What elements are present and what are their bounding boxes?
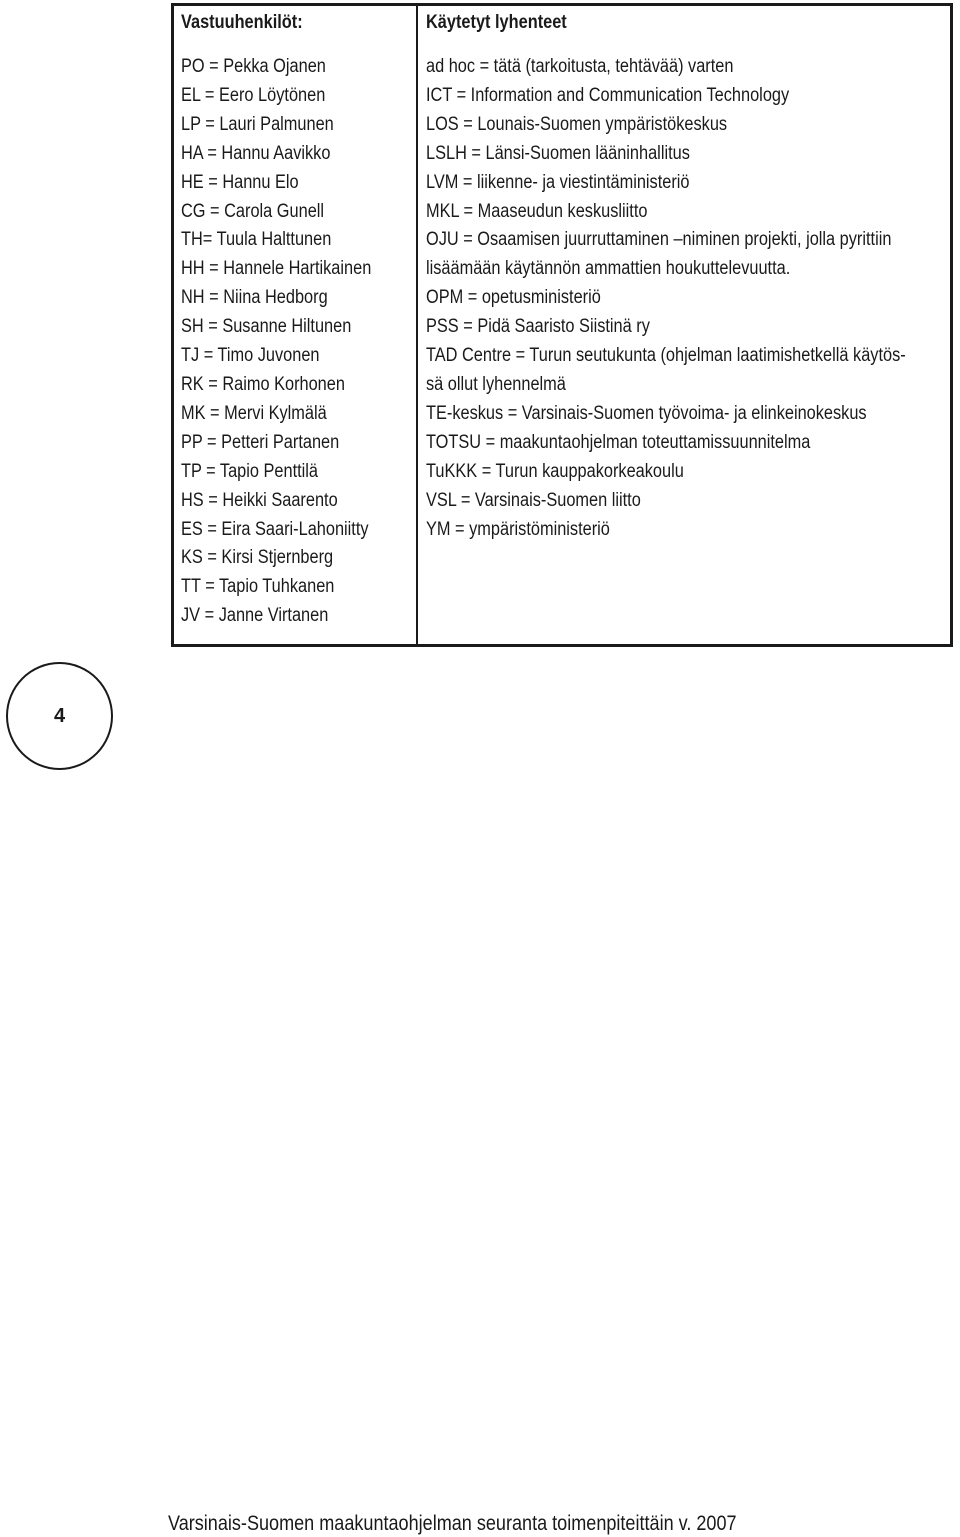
abbreviations-list [426,53,951,544]
person-item: SH = Susanne Hiltunen [181,316,352,338]
person-item: JV = Janne Virtanen [181,605,329,627]
person-item: TJ = Timo Juvonen [181,345,320,367]
abbreviation-line: OJU = Osaamisen juurruttaminen –niminen projekti, jolla pyrittiin [426,229,892,251]
abbreviation-line: TE-keskus = Varsinais-Suomen työvoima- ja elinkeinokeskus [426,402,867,424]
person-item: TP = Tapio Penttilä [181,460,319,482]
person-item: KS = Kirsi Stjernberg [181,547,334,569]
abbreviations-table [171,3,953,647]
abbreviations-column [426,10,951,544]
person-item: PO = Pekka Ojanen [181,56,326,77]
person-item: MK = Mervi Kylmälä [181,402,327,424]
abbreviation-line: OPM = opetusministeriö [426,287,601,309]
abbreviation-line: LVM = liikenne- ja viestintäministeriö [426,171,690,193]
column-divider [416,6,418,644]
abbreviation-line: TAD Centre = Turun seutukunta (ohjelman laatimishetkellä käytös- [426,345,906,367]
person-item: TH= Tuula Halttunen [181,229,332,251]
responsible-persons-column [181,10,413,631]
abbreviation-line: LOS = Lounais-Suomen ympäristökeskus [426,113,728,135]
abbreviation-line: ICT = Information and Communication Technology [426,84,790,106]
abbreviation-line: PSS = Pidä Saaristo Siistinä ry [426,316,650,338]
responsible-persons-heading: Vastuuhenkilöt: [181,12,303,33]
person-item: HH = Hannele Hartikainen [181,258,372,280]
person-item: PP = Petteri Partanen [181,431,340,453]
person-item: HS = Heikki Saarento [181,489,338,511]
page-number: 4 [53,704,66,727]
abbreviation-line: lisäämään käytännön ammattien houkuttelevuutta. [426,258,791,280]
responsible-persons-list [181,53,413,631]
page-number-badge [6,662,113,770]
page-footer: Varsinais-Suomen maakuntaohjelman seuranta toimenpiteittäin v. 2007 [168,1512,737,1535]
abbreviation-line: ad hoc = tätä (tarkoitusta, tehtävää) varten [426,56,734,77]
abbreviation-line: LSLH = Länsi-Suomen lääninhallitus [426,142,690,164]
person-item: CG = Carola Gunell [181,200,325,222]
person-item: LP = Lauri Palmunen [181,113,334,135]
person-item: EL = Eero Löytönen [181,84,326,106]
person-item: ES = Eira Saari-Lahoniitty [181,518,369,540]
abbreviation-line: sä ollut lyhennelmä [426,373,566,395]
abbreviation-line: TOTSU = maakuntaohjelman toteuttamissuunnitelma [426,431,811,453]
person-item: HA = Hannu Aavikko [181,142,331,164]
abbreviation-line: YM = ympäristöministeriö [426,518,610,540]
abbreviation-line: TuKKK = Turun kauppakorkeakoulu [426,460,684,482]
person-item: RK = Raimo Korhonen [181,373,345,395]
person-item: HE = Hannu Elo [181,171,299,193]
abbreviation-line: VSL = Varsinais-Suomen liitto [426,489,641,511]
person-item: NH = Niina Hedborg [181,287,328,309]
abbreviation-line: MKL = Maaseudun keskusliitto [426,200,648,222]
abbreviations-heading: Käytetyt lyhenteet [426,12,567,33]
person-item: TT = Tapio Tuhkanen [181,576,335,598]
